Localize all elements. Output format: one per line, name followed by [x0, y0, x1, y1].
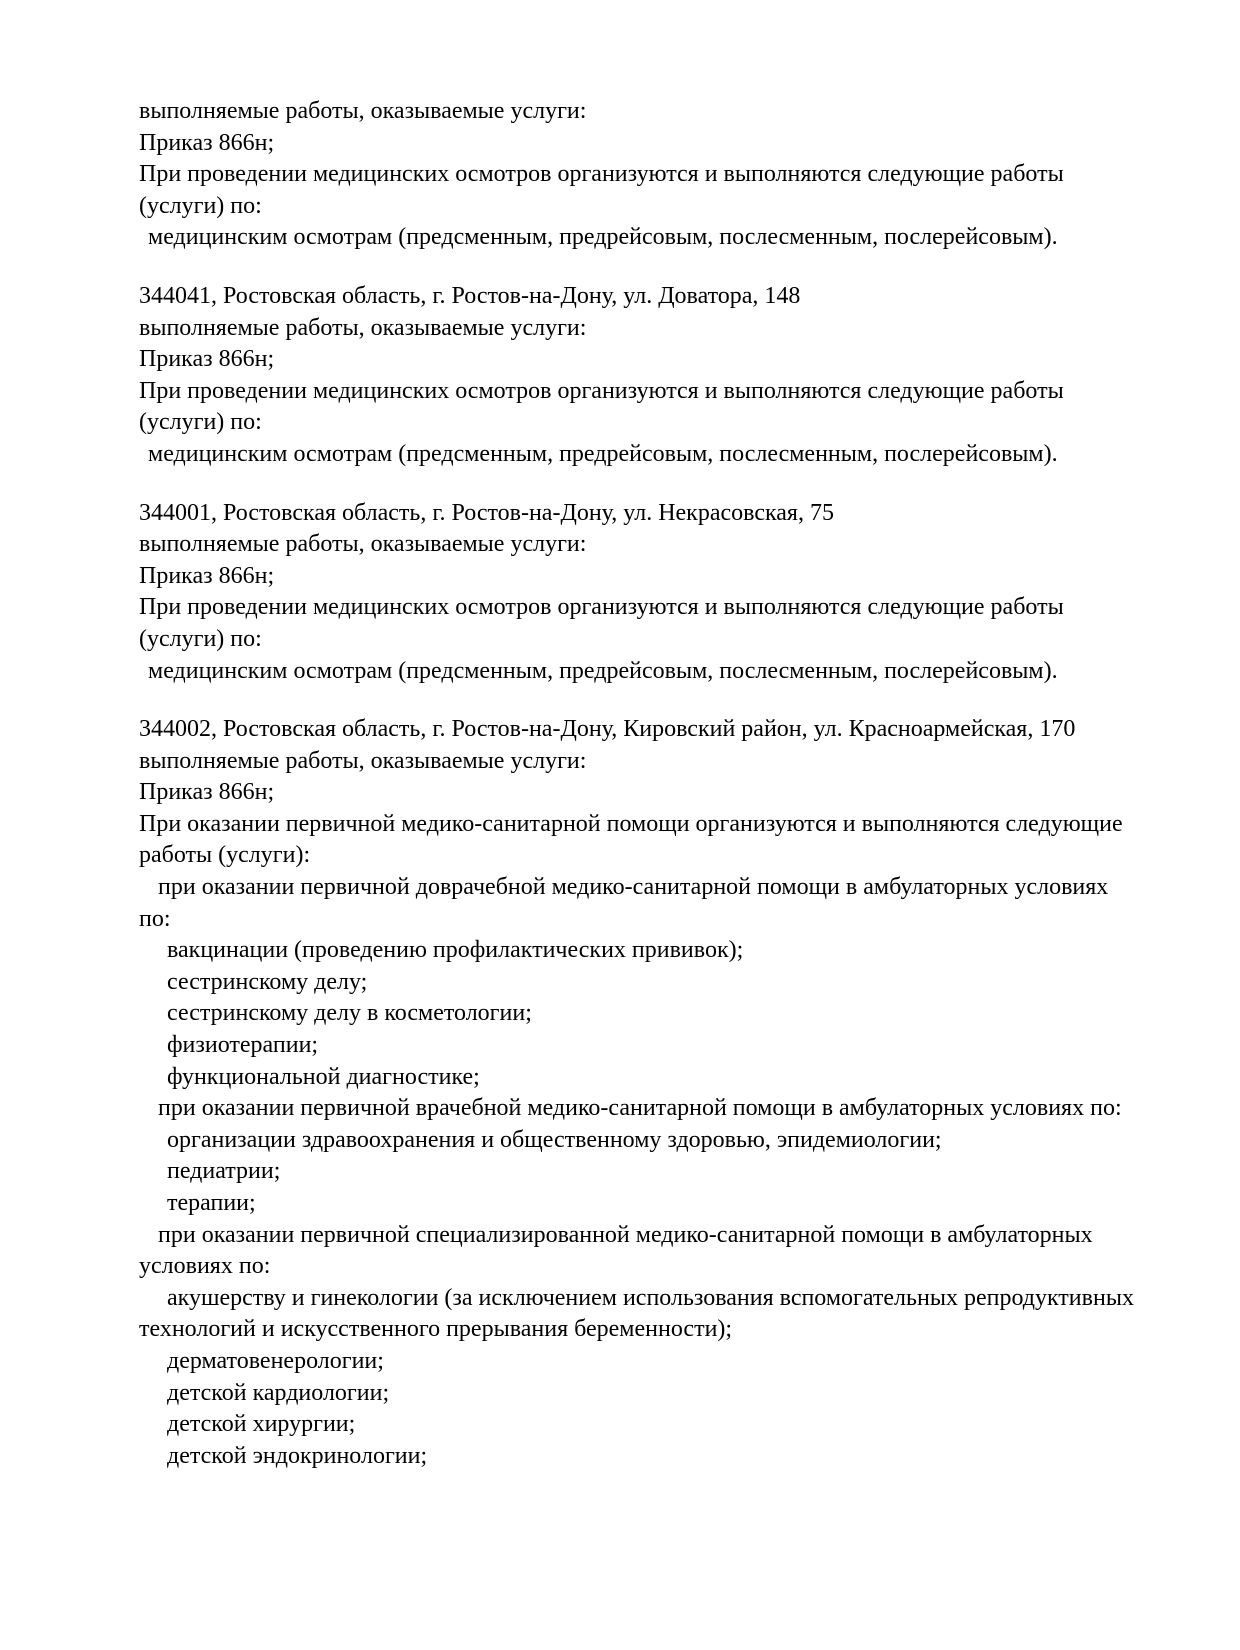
document-line: выполняемые работы, оказываемые услуги:: [139, 98, 587, 124]
document-line: при оказании первичной врачебной медико-санитарной помощи в амбулаторных условиях по:: [158, 1095, 1122, 1122]
address-line: 344002, Ростовская область, г. Ростов-на-Дону, Кировский район, ул. Красноармейская, 170: [139, 716, 1076, 743]
document-line: Приказ 866н;: [139, 562, 275, 589]
document-line: по:: [139, 905, 171, 932]
document-line: терапии;: [167, 1190, 256, 1216]
document-line: педиатрии;: [167, 1158, 281, 1185]
document-line: Приказ 866н;: [139, 129, 275, 156]
document-line: медицинским осмотрам (предсменным, предрейсовым, послесменным, послерейсовым).: [148, 440, 1058, 467]
document-line: условиях по:: [139, 1253, 271, 1280]
address-line: 344041, Ростовская область, г. Ростов-на-Дону, ул. Доватора, 148: [139, 282, 801, 309]
license-location-block: [139, 498, 1179, 688]
document-line: При проведении медицинских осмотров организуются и выполняются следующие работы: [139, 377, 1064, 404]
document-line: работы (услуги):: [139, 842, 311, 869]
license-location-block: [139, 96, 1179, 254]
document-line: медицинским осмотрам (предсменным, предрейсовым, послесменным, послерейсовым).: [148, 224, 1058, 251]
license-location-block: [139, 281, 1179, 471]
document-line: сестринскому делу в косметологии;: [167, 1000, 532, 1027]
document-line: При проведении медицинских осмотров организуются и выполняются следующие работы: [139, 594, 1064, 621]
document-line: (услуги) по:: [139, 625, 262, 652]
document-line: акушерству и гинекологии (за исключением использования вспомогательных репродуктивных: [167, 1284, 1134, 1311]
document-line: Приказ 866н;: [139, 346, 275, 373]
document-line: при оказании первичной доврачебной медико-санитарной помощи в амбулаторных условиях: [158, 874, 1109, 901]
document-line: выполняемые работы, оказываемые услуги:: [139, 314, 587, 341]
document-line: физиотерапии;: [167, 1032, 319, 1059]
document-line: При оказании первичной медико-санитарной помощи организуются и выполняются следующие: [139, 810, 1123, 837]
document-body: [139, 96, 1179, 1472]
document-line: Приказ 866н;: [139, 779, 275, 806]
address-line: 344001, Ростовская область, г. Ростов-на-Дону, ул. Некрасовская, 75: [139, 499, 834, 526]
license-location-block: [139, 714, 1179, 1472]
document-line: детской кардиологии;: [167, 1379, 390, 1406]
document-line: организации здравоохранения и общественному здоровью, эпидемиологии;: [167, 1126, 942, 1153]
document-line: вакцинации (проведению профилактических прививок);: [167, 937, 744, 964]
document-line: детской хирургии;: [167, 1411, 356, 1438]
document-line: дерматовенерологии;: [167, 1347, 384, 1374]
document-line: (услуги) по:: [139, 192, 262, 219]
document-line: При проведении медицинских осмотров организуются и выполняются следующие работы: [139, 161, 1064, 188]
document-line: выполняемые работы, оказываемые услуги:: [139, 747, 587, 774]
document-line: (услуги) по:: [139, 409, 262, 436]
document-line: детской эндокринологии;: [167, 1442, 428, 1469]
document-line: медицинским осмотрам (предсменным, предрейсовым, послесменным, послерейсовым).: [148, 657, 1058, 684]
document-line: сестринскому делу;: [167, 968, 368, 995]
document-line: при оказании первичной специализированной медико-санитарной помощи в амбулаторных: [158, 1221, 1093, 1248]
document-line: технологий и искусственного прерывания беременности);: [139, 1316, 733, 1343]
document-line: функциональной диагностике;: [167, 1063, 480, 1090]
document-line: выполняемые работы, оказываемые услуги:: [139, 531, 587, 558]
